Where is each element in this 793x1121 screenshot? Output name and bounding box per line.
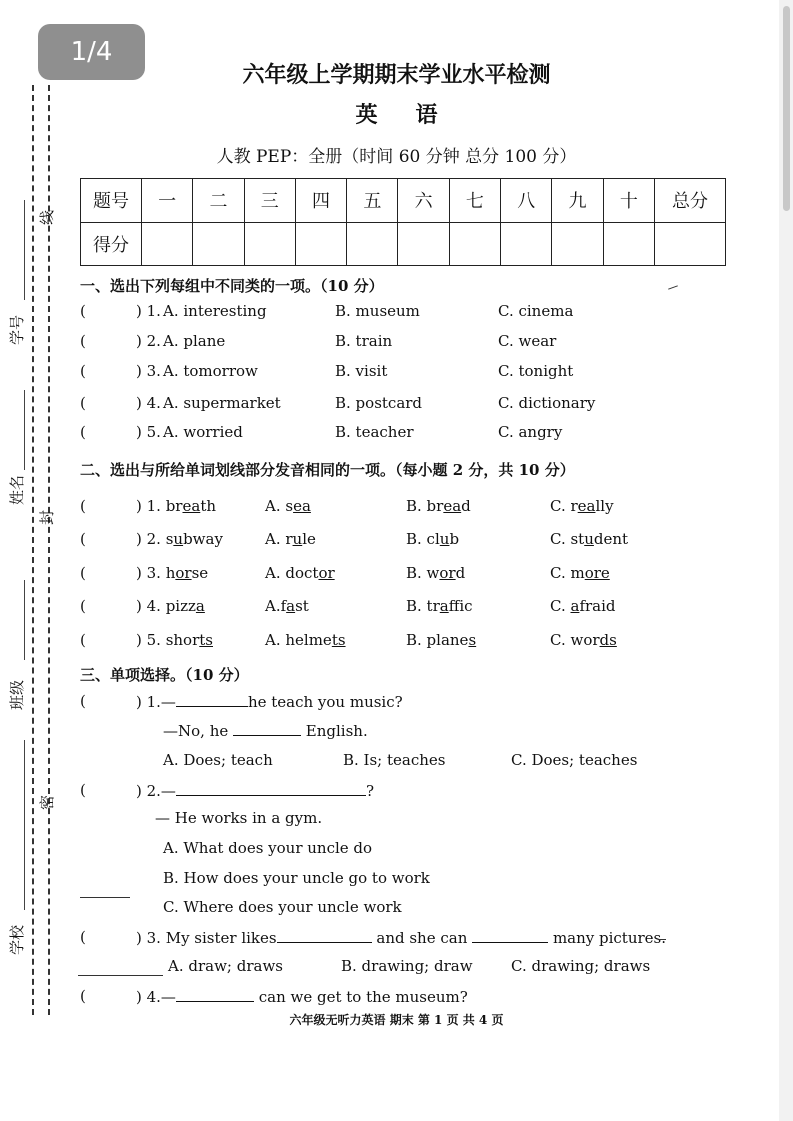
word-part: le [302, 530, 316, 548]
answer-paren: ( [80, 362, 86, 380]
underlined-sound: u [173, 530, 184, 548]
score-header-cell: 四 [295, 179, 346, 223]
line-char: 线 [38, 209, 56, 225]
item-number: ) 3. [136, 564, 166, 582]
page-indicator-badge: 1/4 [38, 24, 145, 80]
binding-name-line [24, 390, 25, 470]
score-header-cell: 三 [244, 179, 295, 223]
answer-paren: ( [80, 597, 86, 615]
underlined-sound: u [292, 530, 303, 548]
underlined-sound: or [175, 564, 192, 582]
given-word [136, 597, 205, 615]
question-number: 2.— [146, 782, 176, 800]
score-header-cell: 六 [398, 179, 449, 223]
reply-text: English. [305, 722, 368, 740]
underlined-sound: a [439, 597, 449, 615]
answer-blank[interactable] [233, 721, 301, 736]
item-number: ) 2. [136, 530, 166, 548]
question-4: ) 4.— can we get to the museum? [136, 988, 468, 1006]
score-cell [398, 222, 449, 266]
page-footer: 六年级无听力英语 期末 第 1 页 共 4 页 [289, 1013, 504, 1027]
word-part: shor [165, 631, 200, 649]
word-part: st [295, 597, 309, 615]
option-a [265, 530, 316, 548]
score-header-cell: 一 [142, 179, 193, 223]
option-b: B. Is; teaches [343, 751, 446, 769]
question-text: and she can [376, 929, 468, 947]
word-part: se [191, 564, 209, 582]
option-c: C. drawing; draws [511, 957, 651, 975]
option-a: A. plane [163, 332, 226, 350]
score-header-cell: 七 [449, 179, 500, 223]
seal-char: 封 [38, 509, 56, 525]
underlined-sound: u [439, 530, 450, 548]
section3-heading: 三、单项选择。（10 分） [80, 666, 249, 684]
option-c [550, 597, 616, 615]
item-number: ) 1. [136, 302, 161, 320]
item-number: ) 2. [136, 332, 161, 350]
score-table [80, 178, 726, 266]
option-b: B. visit [335, 362, 388, 380]
word-part: C. [550, 597, 571, 615]
underlined-sound: ore [584, 564, 610, 582]
score-cell [501, 222, 552, 266]
word-part: A. r [265, 530, 293, 548]
pen-mark [78, 975, 163, 976]
exam-title: 六年级上学期期末学业水平检测 [242, 62, 551, 88]
answer-paren: ( [80, 497, 86, 515]
option-a: A. interesting [163, 302, 267, 320]
option-a [265, 564, 335, 582]
word-part: pizz [165, 597, 196, 615]
question-1: ) 1.— he teach you music? [136, 693, 403, 711]
score-header-cell: 五 [347, 179, 398, 223]
question-2: ) 2.— ? [136, 782, 374, 800]
option-c: C. tonight [498, 362, 574, 380]
given-word [136, 530, 223, 548]
underlined-sound: ea [577, 497, 596, 515]
school-label: 学校 [8, 924, 26, 955]
underlined-sound: ea [293, 497, 311, 515]
item-number: ) 3. [136, 362, 161, 380]
word-part: lly [595, 497, 614, 515]
word-part: th [200, 497, 217, 515]
score-table-header-row [81, 179, 726, 223]
question-2-reply: — He works in a gym. [155, 809, 323, 827]
word-part: ffic [448, 597, 473, 615]
score-cell [142, 222, 193, 266]
score-header-cell: 二 [193, 179, 244, 223]
question-3: ) 3. My sister likes and she can many pictures. [136, 929, 667, 947]
underlined-sound: ea [182, 497, 201, 515]
word-part: br [165, 497, 183, 515]
answer-paren: ( [80, 530, 86, 548]
question-text: many pictures. [552, 929, 667, 947]
option-c: C. dictionary [498, 394, 596, 412]
word-part: C. wor [550, 631, 600, 649]
answer-paren: ( [80, 332, 86, 350]
underlined-sound: a [286, 597, 296, 615]
word-part: A. doct [265, 564, 319, 582]
underlined-sound: ea [443, 497, 462, 515]
word-part: A. helme [265, 631, 332, 649]
word-part: A.f [265, 597, 287, 615]
option-a: A. Does; teach [163, 751, 273, 769]
exam-subject: 英语 [355, 102, 476, 128]
student-id-label: 学号 [8, 314, 26, 345]
answer-paren: ( [80, 564, 86, 582]
option-b [406, 497, 471, 515]
word-part: fraid [579, 597, 616, 615]
given-word [136, 497, 216, 515]
binding-name-line [24, 580, 25, 660]
binding-name-line [24, 740, 25, 910]
word-part: A. s [265, 497, 294, 515]
word-part: C. m [550, 564, 585, 582]
word-part: d [455, 564, 466, 582]
answer-paren: ( [80, 692, 86, 710]
word-part: B. cl [406, 530, 440, 548]
reply-text: —No, he [163, 722, 229, 740]
option-c [550, 631, 617, 649]
option-a: A. worried [163, 423, 243, 441]
question-number: 1.— [146, 693, 176, 711]
given-word [136, 564, 208, 582]
score-cell [244, 222, 295, 266]
underlined-sound: s [468, 631, 477, 649]
word-part: d [461, 497, 471, 515]
word-part: B. w [406, 564, 440, 582]
word-part: dent [593, 530, 629, 548]
option-a: A. What does your uncle do [163, 839, 373, 857]
word-part: B. plane [406, 631, 469, 649]
answer-paren: ( [80, 302, 86, 320]
question-number: 4.— [146, 988, 176, 1006]
underlined-sound: or [318, 564, 335, 582]
exam-edition-info: 人教 PEP：全册（时间 60 分钟 总分 100 分） [216, 147, 577, 167]
word-part: h [165, 564, 176, 582]
option-c [550, 497, 614, 515]
score-cell [449, 222, 500, 266]
score-header-cell: 九 [552, 179, 603, 223]
item-number: ) 5. [136, 631, 166, 649]
word-part: s [165, 530, 174, 548]
answer-paren: ( [80, 928, 86, 946]
item-number: ) 4. [136, 394, 161, 412]
class-label: 班级 [8, 679, 26, 710]
option-a: A. supermarket [163, 394, 281, 412]
answer-paren: ( [80, 781, 86, 799]
question-text: ? [365, 782, 374, 800]
score-header-cell: 十 [603, 179, 654, 223]
option-b: B. drawing; draw [341, 957, 473, 975]
option-b [406, 564, 465, 582]
underlined-sound: or [439, 564, 456, 582]
option-c [550, 530, 628, 548]
answer-blank[interactable] [176, 781, 366, 796]
given-word [136, 631, 213, 649]
answer-blank[interactable] [176, 692, 248, 707]
underlined-sound: ts [331, 631, 346, 649]
option-c [550, 564, 610, 582]
item-number: ) 4. [136, 597, 166, 615]
score-cell [347, 222, 398, 266]
secret-char: 密 [38, 794, 56, 810]
option-a: A. tomorrow [163, 362, 258, 380]
word-part: b [449, 530, 460, 548]
underlined-sound: u [584, 530, 594, 548]
question-number: 3. My sister likes [146, 929, 277, 947]
score-header-cell: 题号 [81, 179, 142, 223]
option-c: C. Where does your uncle work [163, 898, 402, 916]
option-a [265, 597, 309, 615]
score-header-cell: 总分 [655, 179, 726, 223]
item-number: ) 1. [136, 497, 166, 515]
option-b: B. postcard [335, 394, 423, 412]
score-cell [295, 222, 346, 266]
option-a: A. draw; draws [168, 957, 283, 975]
word-part: C. r [550, 497, 578, 515]
pen-mark [80, 897, 130, 898]
option-c: C. cinema [498, 302, 574, 320]
option-b: B. teacher [335, 423, 414, 441]
option-c: C. angry [498, 423, 563, 441]
score-cell [603, 222, 654, 266]
underlined-sound: ts [199, 631, 213, 649]
option-c: C. wear [498, 332, 557, 350]
score-row-label: 得分 [81, 222, 142, 266]
item-number: ) 5. [136, 423, 161, 441]
answer-paren: ( [80, 394, 86, 412]
score-header-cell: 八 [501, 179, 552, 223]
section1-heading: 一、选出下列每组中不同类的一项。（10 分） [80, 277, 384, 295]
underlined-sound: a [195, 597, 205, 615]
score-cell [655, 222, 726, 266]
score-cell [552, 222, 603, 266]
word-part: B. br [406, 497, 444, 515]
word-part: C. st [550, 530, 585, 548]
option-a [265, 497, 311, 515]
answer-blank[interactable] [472, 928, 548, 943]
option-c: C. Does; teaches [511, 751, 638, 769]
option-b: B. How does your uncle go to work [163, 869, 430, 887]
question-text: he teach you music? [247, 693, 403, 711]
score-table-score-row [81, 222, 726, 266]
answer-paren: ( [80, 423, 86, 441]
word-part: bway [183, 530, 223, 548]
binding-dashed-line [32, 85, 34, 1015]
section2-heading: 二、选出与所给单词划线部分发音相同的一项。（每小题 2 分，共 10 分） [80, 461, 575, 479]
option-b: B. train [335, 332, 393, 350]
score-cell [193, 222, 244, 266]
option-b: B. museum [335, 302, 420, 320]
underlined-sound: a [570, 597, 580, 615]
question-1-reply [163, 721, 368, 740]
answer-paren: ( [80, 631, 86, 649]
option-b [406, 597, 473, 615]
word-part: B. tr [406, 597, 440, 615]
option-b [406, 631, 476, 649]
option-b [406, 530, 459, 548]
answer-paren: ( [80, 987, 86, 1005]
binding-name-line [24, 200, 25, 300]
name-label: 姓名 [8, 474, 26, 505]
pen-mark [658, 939, 666, 940]
pen-mark [668, 285, 678, 289]
answer-blank[interactable] [176, 987, 254, 1002]
underlined-sound: ds [599, 631, 617, 649]
question-text: can we get to the museum? [258, 988, 468, 1006]
option-a [265, 631, 346, 649]
answer-blank[interactable] [277, 928, 372, 943]
